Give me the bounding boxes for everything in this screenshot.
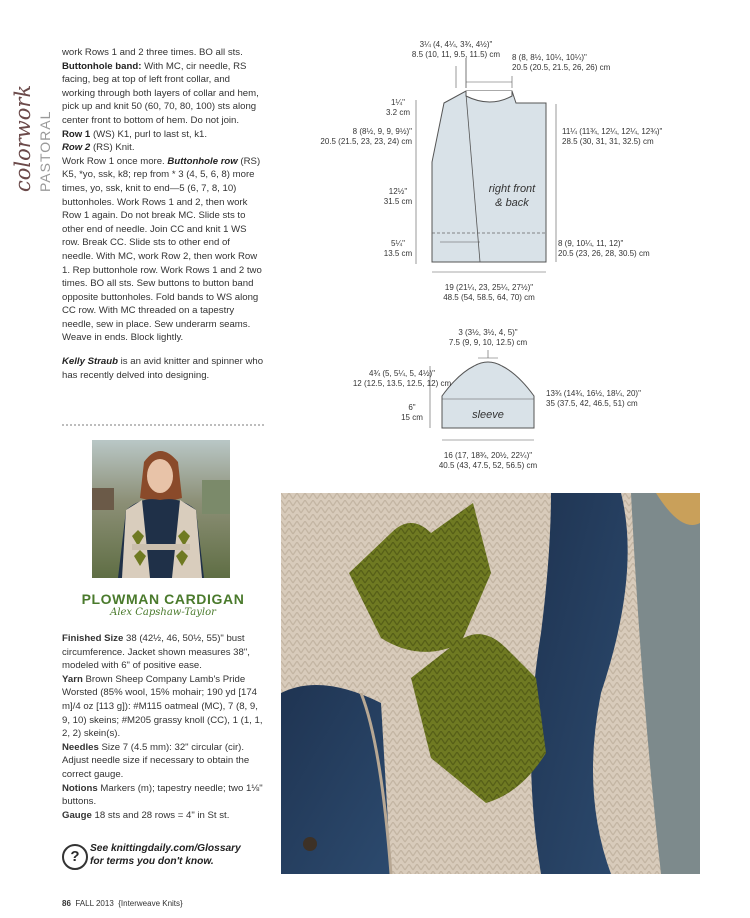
detail-notions: Notions Markers (m); tapestry needle; two 1⅛" buttons. — [62, 782, 263, 808]
sleeve-dim-top-cm: 7.5 (9, 9, 10, 12.5) cm — [448, 338, 528, 347]
instruction-buttonhole-row: Work Row 1 once more. Buttonhole row (RS) K5, *yo, ssk, k8; rep from * 3 (4, 5, 6, 8) more times, yo, ssk, knit to end—5 (6, 7, 8, 10) buttonholes. Work Rows 1 and 2, then work Row 1 again. Do not break MC. Slide sts to other end of needle. Join CC and knit 1 WS row. Break CC. Slide sts to other end of needle. With MC, work Row 2, then work Row 1. Rep buttonhole row. Work Rows 1 and 2 two times. BO all sts. Sew buttons to button band opposite buttonholes. Fold bands to WS along CC row. With MC threaded on a tapestry needle, sew in place. Sew underarm seams. Weave in ends. Block lightly. — [62, 155, 262, 344]
divider — [62, 424, 264, 426]
dim-neck-in: 3¼ (4, 4¼, 3¾, 4½)" — [419, 40, 493, 49]
pattern-title: PLOWMAN CARDIGAN — [81, 591, 245, 607]
instructions-column — [62, 46, 264, 382]
sleeve-dim-bottom-cm: 40.5 (43, 47.5, 52, 56.5) cm — [438, 461, 538, 470]
dim-front-width-in: 11¼ (11¾, 12¼, 12¼, 12¾)" — [562, 127, 663, 136]
sleeve-dim-bottom-in: 16 (17, 18¾, 20½, 22¼)" — [443, 451, 533, 460]
designer-bio: Kelly Straub is an avid knitter and spinner who has recently delved into designing. — [62, 356, 264, 381]
glossary-link[interactable]: See knittingdaily.com/Glossary — [90, 843, 241, 854]
dim-length-cm: 31.5 cm — [383, 197, 413, 206]
sleeve-dim-length-cm: 15 cm — [401, 413, 423, 422]
dim-hem-cm: 13.5 cm — [383, 249, 413, 258]
page-footer: 86 FALL 2013 {Interweave Knits} — [62, 899, 183, 908]
instruction-buttonhole-band: Buttonhole band: With MC, cir needle, RS facing, beg at top of left front collar, and working through both layers of collar and hem, pick up and knit 50 (60, 70, 80, 100) sts along center front to bottom of hem. Do not join. — [62, 60, 259, 126]
page-number: 86 — [62, 899, 71, 908]
dim-bottom-cm: 48.5 (54, 58.5, 64, 70) cm — [443, 293, 535, 302]
instruction-row2: Row 2 (RS) Knit. — [62, 142, 135, 154]
sleeve-dim-upper-cm: 35 (37.5, 42, 46.5, 51) cm — [546, 399, 638, 408]
dim-front-width-cm: 28.5 (30, 31, 31, 32.5) cm — [562, 137, 654, 146]
brand-colorwork: colorwork — [11, 84, 35, 192]
instruction-p1: work Rows 1 and 2 three times. BO all sts. — [62, 47, 243, 58]
detail-yarn: Yarn Brown Sheep Company Lamb's Pride Worsted (85% wool, 15% mohair; 190 yd [174 m]/4 oz [113 g]): #M115 oatmeal (MC), 7 (8, 9, 9, 10) skeins; #M205 grassy knoll (CC), 1 (1, 1, 2, 2) skein(s). — [62, 673, 263, 740]
dim-shoulder-cm: 3.2 cm — [385, 108, 411, 117]
detail-size: Finished Size 38 (42½, 46, 50½, 55)" bust circumference. Jacket shown measures 38", modeled with 6" of positive ease. — [62, 633, 250, 672]
dim-length-in: 12½" — [388, 187, 408, 196]
dim-hem-in: 5¼" — [391, 239, 405, 248]
pattern-details — [62, 632, 264, 822]
pattern-author: Alex Capshaw-Taylor — [110, 607, 216, 618]
sleeve-dim-cap-in: 4¾ (5, 5¼, 5, 4½)" — [369, 369, 435, 378]
dim-back-neck-cm: 20.5 (20.5, 21.5, 26, 26) cm — [512, 63, 611, 72]
glossary-note — [62, 842, 264, 876]
button-detail — [303, 837, 317, 851]
detail-needles: Needles Size 7 (4.5 mm): 32" circular (cir). Adjust needle size if necessary to obtain the correct gauge. — [62, 741, 250, 780]
question-icon: ? — [62, 844, 88, 870]
dim-neck-cm: 8.5 (10, 11, 9.5, 11.5) cm — [411, 50, 501, 59]
sleeve-dim-length-in: 6" — [408, 403, 416, 412]
schematic — [290, 36, 720, 486]
closeup-photo — [281, 493, 700, 874]
body-label-line1: right front — [488, 183, 536, 195]
instruction-row1: Row 1 (WS) K1, purl to last st, k1. — [62, 128, 208, 140]
dim-armhole-cm: 20.5 (21.5, 23, 23, 24) cm — [320, 137, 412, 146]
dim-pocket-cm: 20.5 (23, 26, 28, 30.5) cm — [558, 249, 650, 258]
detail-gauge: Gauge 18 sts and 28 rows = 4" in St st. — [62, 809, 230, 821]
dim-pocket-in: 8 (9, 10¼, 11, 12)" — [558, 239, 624, 248]
sleeve-label: sleeve — [472, 409, 504, 421]
sleeve-dim-upper-in: 13¾ (14¾, 16½, 18¼, 20)" — [546, 389, 641, 398]
model-photo — [92, 440, 230, 578]
section-brand — [8, 40, 52, 190]
sleeve-dim-cap-cm: 12 (12.5, 13.5, 12.5, 12) cm — [352, 379, 452, 388]
body-label-line2: & back — [495, 197, 529, 209]
brand-pastoral: PASTORAL — [37, 110, 53, 192]
dim-bottom-in: 19 (21¼, 23, 25¼, 27½)" — [444, 283, 534, 292]
dim-shoulder-in: 1¼" — [391, 98, 405, 107]
magazine-name: Interweave Knits — [120, 899, 181, 908]
dim-back-neck-in: 8 (8, 8½, 10¼, 10¼)" — [512, 53, 587, 62]
dim-armhole-in: 8 (8½, 9, 9, 9½)" — [352, 127, 412, 136]
body-schematic-shape — [432, 91, 546, 262]
sleeve-dim-top-in: 3 (3½, 3½, 4, 5)" — [458, 328, 518, 337]
glossary-caption: for terms you don't know. — [90, 856, 214, 867]
issue-label: FALL 2013 — [75, 899, 114, 908]
